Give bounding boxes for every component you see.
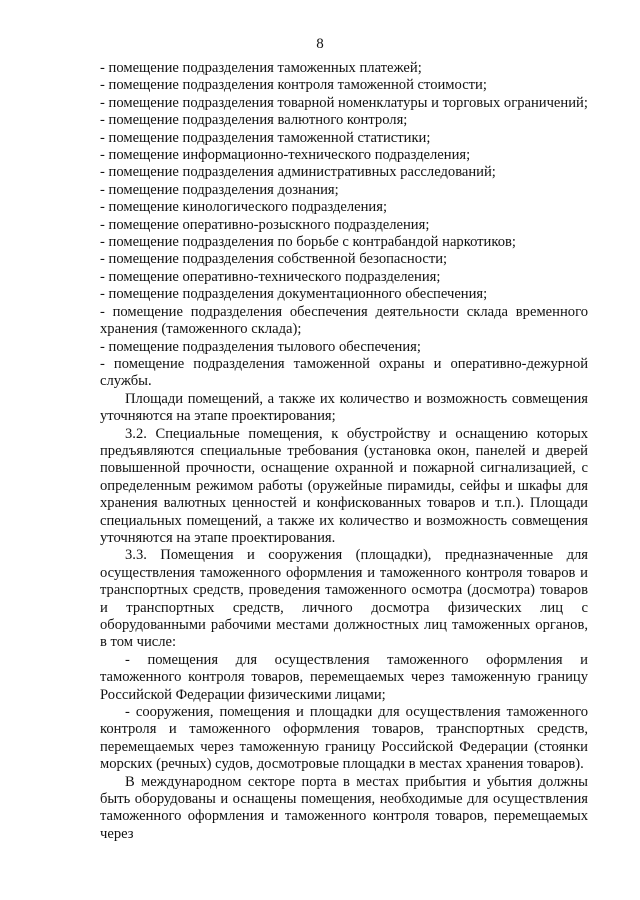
sub-item-physical-persons: - помещения для осуществления таможенного оформления и таможенного контроля товаров, перемещаемых через таможенную границу Российской Федерации физическими лицами; <box>100 651 588 703</box>
list-item: - помещение подразделения дознания; <box>100 181 339 198</box>
list-item: - помещение подразделения таможенной охраны и оперативно-дежурной службы. <box>100 355 588 390</box>
list-item: - помещение подразделения по борьбе с контрабандой наркотиков; <box>100 234 516 251</box>
areas-note-paragraph: Площади помещений, а также их количество и возможность совмещения уточняются на этапе проектирования; <box>100 390 588 425</box>
list-item: - помещение подразделения таможенной статистики; <box>100 129 431 146</box>
list-item: - помещение подразделения собственной безопасности; <box>100 251 448 268</box>
page-number: 8 <box>316 36 324 52</box>
list-item: - помещение подразделения контроля таможенной стоимости; <box>100 77 487 94</box>
list-item: - помещение подразделения таможенных платежей; <box>100 60 422 76</box>
international-sector-paragraph: В международном секторе порта в местах прибытия и убытия должны быть оборудованы и оснащены помещения, необходимые для осуществления таможенного оформления и таможенного контроля товаров, перемещаемых через <box>100 773 588 842</box>
list-item: - помещение подразделения обеспечения деятельности склада временного хранения (таможенного склада); <box>100 303 588 338</box>
list-item: - помещение подразделения валютного контроля; <box>100 112 408 129</box>
document-body <box>100 60 588 843</box>
section-3-2-paragraph: 3.2. Специальные помещения, к обустройству и оснащению которых предъявляются специальные требования (установка окон, панелей и дверей повышенной прочности, оснащение охранной и пожарной сигнализацией, с определенным режимом работы (оружейные пирамиды, сейфы и шкафы для хранения валютных ценностей и конфискованных товаров и т.п.). Площади специальных помещений, а также их количество и возможность совмещения уточняются на этапе проектирования. <box>100 425 588 546</box>
sub-item-vehicles-goods: - сооружения, помещения и площадки для осуществления таможенного контроля и таможенного оформления товаров, транспортных средств, перемещаемых через таможенную границу Российской Федерации (стоянки морских (речных) судов, досмотровые площадки в местах хранения товаров). <box>100 704 588 773</box>
list-item: - помещение оперативно-розыскного подразделения; <box>100 216 430 233</box>
list-item: - помещение информационно-технического подразделения; <box>100 147 471 164</box>
list-item: - помещение подразделения административных расследований; <box>100 164 496 181</box>
list-item: - помещение подразделения документационного обеспечения; <box>100 286 488 303</box>
list-item: - помещение подразделения тылового обеспечения; <box>100 338 421 355</box>
list-item: - помещение подразделения товарной номенклатуры и торговых ограничений; <box>100 94 588 111</box>
list-item: - помещение кинологического подразделения; <box>100 199 388 216</box>
section-3-3-paragraph: 3.3. Помещения и сооружения (площадки), предназначенные для осуществления таможенного оформления и таможенного контроля товаров и транспортных средств, проведения таможенного осмотра (досмотра) товаров и транспортных средств, личного досмотра физических лиц с оборудованными рабочими местами должностных лиц таможенных органов, в том числе: <box>100 547 588 651</box>
list-item: - помещение оперативно-технического подразделения; <box>100 268 441 285</box>
